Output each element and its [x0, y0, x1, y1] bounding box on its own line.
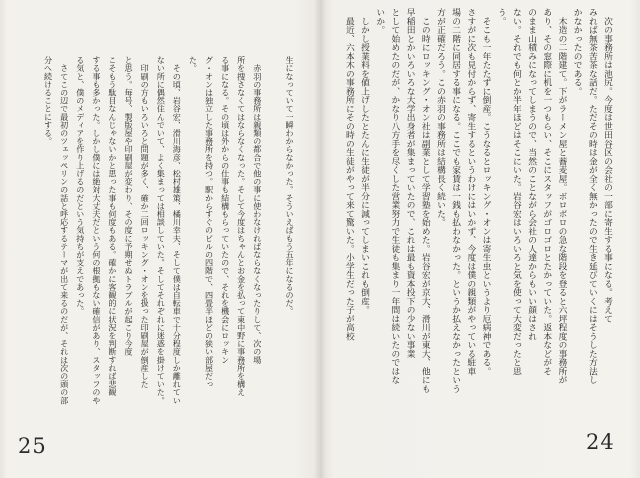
- right-page: [320, 0, 640, 478]
- text-column: る気と、僕のメディアを作り上げるのだという気持ちが支えであった。: [75, 56, 86, 316]
- text-column: う。: [495, 8, 506, 26]
- text-column: 次の事務所は池尻。今度は世田谷区の会社の一部に寄生する事になる。考えて: [602, 8, 612, 323]
- page-number: 24: [586, 430, 615, 454]
- text-column: た。: [188, 56, 199, 73]
- text-column: その頃、岩谷宏、滑川海彦、松村雄策、橘川幸夫、そして僕は自転車で十分程度しか離れてい: [172, 56, 183, 405]
- text-column: として始めたのだが、かなり八方手を尽くした営業努力で生徒も集まり一年間は続いたのではな: [389, 8, 400, 385]
- text-column: 赤羽の事務所は親類の都合で他の事に使わなければならなくなったりして、次の場: [252, 56, 263, 364]
- left-page-text: [40, 56, 298, 406]
- text-column: のまま山積みになってしまうので、当然のことながら会社の人達からもいい顔はされ: [526, 8, 537, 341]
- text-column: いか。: [374, 8, 385, 35]
- text-column: 分へ続けることにする。: [43, 56, 54, 146]
- text-column: 印刷の方もいろいろと問題が多く、確か二回ロッキング・オンを扱った印刷屋が倒産した: [140, 56, 151, 389]
- text-column: る事になる。その頃は外からの仕事も結構もらっていたので、それを機会にロッキン: [220, 56, 231, 364]
- text-column: と思う。毎号、製版屋や印刷屋が変わり、その度に予期せぬトラブルが起こり今度: [124, 56, 135, 356]
- text-column: 最近、六本木の事務所にその時の生徒がやって来て驚いた。小学生だった子が高校: [343, 8, 354, 341]
- right-page-text: [340, 8, 614, 402]
- text-column: あり、その窓際に机を一つもらい、そこにスタッフがゴロゴロとたかっていた。返本などがそ: [541, 8, 552, 376]
- text-column: グ・オンは独立した事務所を持つ。駅からすぐのビルの四階で、四畳半ほどの狭い部屋だっ: [204, 56, 215, 389]
- blank-line: [266, 56, 282, 406]
- text-column: ない所に偶然住んでいて、よく集まっては相談していた。そしてそれぞれに迷惑を掛けていた。: [156, 56, 167, 405]
- page-number: 25: [18, 434, 47, 458]
- text-column: この時にロッキング・オン社は副業として学習塾を始めた。岩谷宏が京大、滑川が東大、他にも: [419, 8, 430, 393]
- text-column: 方が正確だろう。この赤羽の事務所は結構長く続いた。: [434, 8, 445, 227]
- text-column: 場の二階に同居する事になる。ここでも家賃は一銭も払わなかった。というか払えなかったという: [450, 8, 461, 393]
- gutter-shadow: [314, 0, 326, 478]
- text-column: さてこの辺で最初のツェッペリンの話と呼応するテーマが出て来るのだが、それは次の頭の部: [59, 56, 70, 405]
- text-column: さすがに次も見付からず、寄生するというわけにはいかず、今度は僕の親類がやっている駐車: [465, 8, 476, 376]
- text-column: 木造の二階建て。下がラーメン屋と蕎麦屋。ボロボロの急な階段を登ると六坪程度の事務所が: [556, 8, 567, 385]
- text-column: 早稲田とかいろいろな大学出身者が集まっていたので、これは最も資本投下の少ない事業: [404, 8, 415, 358]
- text-column: する事も多かった。しかし僕には絶対大丈夫だという何の根拠もない確信があり、スタッフのや: [91, 56, 102, 405]
- text-column: こそもう駄目なんじゃないかと思った事も何度もある。確かに客観的に状況を判断すれば悲観: [107, 56, 118, 397]
- text-column: 生になっていて一瞬わからなかった。そういえばもう五年になるのだ。: [285, 56, 295, 316]
- text-column: 所を捜さなくてはならなくなった。そして今度はちゃんとお金を払って東中野に事務所を構え: [236, 56, 247, 397]
- text-column: みれば無茶苦茶な話だ。ただその時は金が全く無かったので生き延びていくにはそうした方法し: [586, 8, 597, 385]
- text-column: かなかったのである。: [571, 8, 582, 96]
- text-column: そこも一年たたずに倒産。こうなるとロッキング・オンは寄生虫というより厄病神である。: [480, 8, 491, 376]
- text-column: ない。それでも何とか半年ほどはそこにいた。岩谷宏はいろいろと気を使って大変だったと思: [510, 8, 521, 376]
- text-column: しかし授業料を値上げしたとたんに生徒が半分に減ってしまいこれも倒産。: [359, 8, 369, 315]
